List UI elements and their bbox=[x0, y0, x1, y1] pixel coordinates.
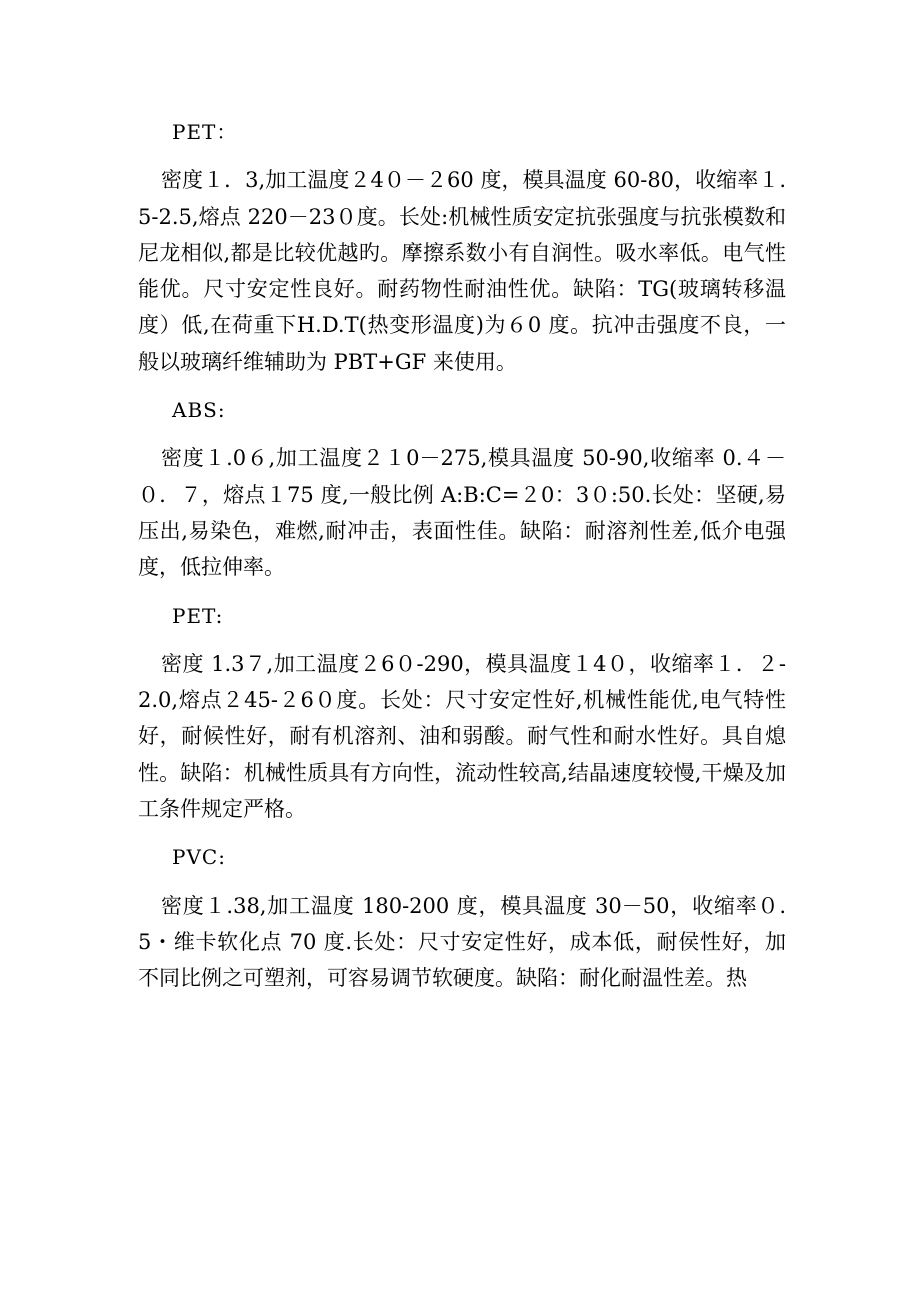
section-heading: PET: bbox=[172, 603, 224, 628]
section-heading: PVC: bbox=[172, 845, 226, 870]
section-paragraph: 密度１．3,加工温度２4０－２60 度，模具温度 60-80，收缩率１.5-2.5,熔点 220－23０度。长处:机械性质安定抗张强度与抗张模数和尼龙相似,都是比较优越旳。摩擦系数小有自润性。吸水率低。电气性能优。尺寸安定性良好。耐药物性耐油性优。缺陷：TG(玻璃转移温度）低,在荷重下H.D.T(热变形温度)为６0 度。抗冲击强度不良，一般以玻璃纤维辅助为 PBT+GF 来使用。 bbox=[138, 168, 786, 374]
section-heading: PET： bbox=[172, 120, 238, 144]
document-body bbox=[138, 114, 786, 997]
section-pet-2 bbox=[138, 598, 786, 828]
section-paragraph: 密度１.0６,加工温度２１0－275,模具温度 50-90,收缩率 0.４－０．７，熔点１75 度,一般比例 A:B:C=２0：3０:50.长处：坚硬,易压出,易染色，难燃,耐冲击，表面性佳。缺陷：耐溶剂性差,低介电强度，低拉伸率。 bbox=[138, 446, 786, 580]
section-pvc bbox=[138, 839, 786, 996]
section-abs bbox=[138, 392, 786, 585]
section-paragraph: 密度１.38,加工温度 180-200 度，模具温度 30－50，收缩率０.5・维卡软化点 70 度.长处：尺寸安定性好，成本低，耐侯性好，加不同比例之可塑剂，可容易调节软硬度。缺陷：耐化耐温性差。热 bbox=[138, 893, 786, 991]
section-paragraph: 密度 1.3７,加工温度２6０-290，模具温度１4０，收缩率１．２-2.0,熔点２45-２6０度。长处：尺寸安定性好,机械性能优,电气特性好，耐候性好，耐有机溶剂、油和弱酸。耐气性和耐水性好。具自熄性。缺陷：机械性质具有方向性，流动性较高,结晶速度较慢,干燥及加工条件规定严格。 bbox=[138, 651, 786, 822]
section-heading: ABS: bbox=[172, 398, 226, 423]
section-pet-1 bbox=[138, 114, 786, 380]
